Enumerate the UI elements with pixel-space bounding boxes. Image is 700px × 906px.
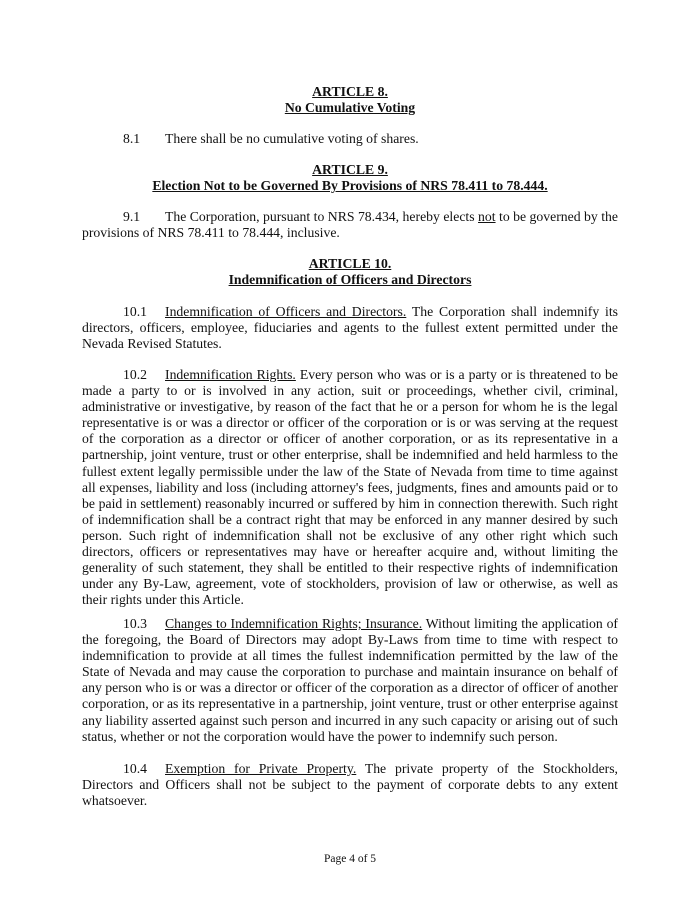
article-10-title: ARTICLE 10. [308,256,392,271]
section-10-2 [82,367,618,608]
section-text: The Corporation shall indemnify its directors, officers, employee, fiduciaries and agents to the fullest extent permitted under the Nevada Revised Statutes. [82,304,618,352]
article-10-subtitle: Indemnification of Officers and Directors [228,272,472,288]
section-text-cont: to be governed by the provisions of NRS 78.411 to 78.444, inclusive. [82,209,618,241]
section-text: The private property of the Stockholders, Directors and Officers shall not be subject to the payment of corporate debts to any extent whatsoever. [82,761,618,809]
section-number: 9.1 [123,209,141,224]
section-number: 10.1 [123,304,148,319]
emphasis-not: not [478,209,496,224]
article-9-title: ARTICLE 9. [312,162,388,177]
section-text: The Corporation, pursuant to NRS 78.434, hereby elects [165,209,479,224]
article-9-heading [82,162,618,194]
article-8-subtitle: No Cumulative Voting [284,100,416,116]
section-9-1 [82,209,618,241]
section-heading: Indemnification Rights. [165,367,296,382]
section-10-4 [82,761,618,809]
section-8-1 [82,131,618,147]
section-text: Every person who was or is a party or is threatened to be made a party to or is involved in any action, suit or proceedings, whether civil, criminal, administrative or investigative, by reason of the fact that he or a person for whom he is the legal representative is or was a director or officer of the corporation or is or was serving at the request of the corporation as a director or officer of another corporation, or as its representative in a partnership, joint venture, trust or other enterprise, shall be indemnified and held harmless to the fullest extent legally permissible under the law of the State of Nevada from time to time against all expenses, liability and loss (including attorney's fees, judgments, fines and amounts paid or to be paid in settlement) reasonably incurred or suffered by him in connection therewith. Such right of indemnification shall be a contract right that may be enforced in any manner desired by such person. Such right of indemnification shall not be exclusive of any other right which such directors, officers or representatives may have or hereafter acquire and, without limiting the generality of such statement, they shall be entitled to their respective rights of indemnification under any By-Law, agreement, vote of stockholders, provision of law or otherwise, as well as their rights under this Article. [82,367,618,608]
section-text: There shall be no cumulative voting of shares. [165,131,419,146]
page-number: Page 4 of 5 [323,853,377,865]
section-10-3 [82,616,618,745]
article-8-title: ARTICLE 8. [312,84,388,99]
section-number: 10.3 [123,616,148,631]
article-8-heading [82,84,618,116]
section-text: Without limiting the application of the foregoing, the Board of Directors may adopt By-Laws from time to time with respect to indemnification to provide at all times the fullest indemnification permitted by the law of the State of Nevada and may cause the corporation to purchase and maintain insurance on behalf of any person who is or was a director or officer of the corporation as a director of officer of another corporation, or as its representative in a partnership, joint venture, trust or other enterprise against any liability asserted against such person and incurred in any such capacity or arising out of such status, whether or not the corporation would have the power to indemnify such person. [82,616,619,744]
section-number: 8.1 [123,131,141,146]
section-heading: Exemption for Private Property. [165,761,357,776]
section-10-1 [82,304,618,352]
article-9-subtitle: Election Not to be Governed By Provisions of NRS 78.411 to 78.444. [152,178,548,194]
section-heading: Indemnification of Officers and Directors. [165,304,407,319]
article-10-heading [82,256,618,288]
section-number: 10.4 [123,761,148,776]
section-heading: Changes to Indemnification Rights; Insurance. [165,616,423,631]
section-number: 10.2 [123,367,148,382]
